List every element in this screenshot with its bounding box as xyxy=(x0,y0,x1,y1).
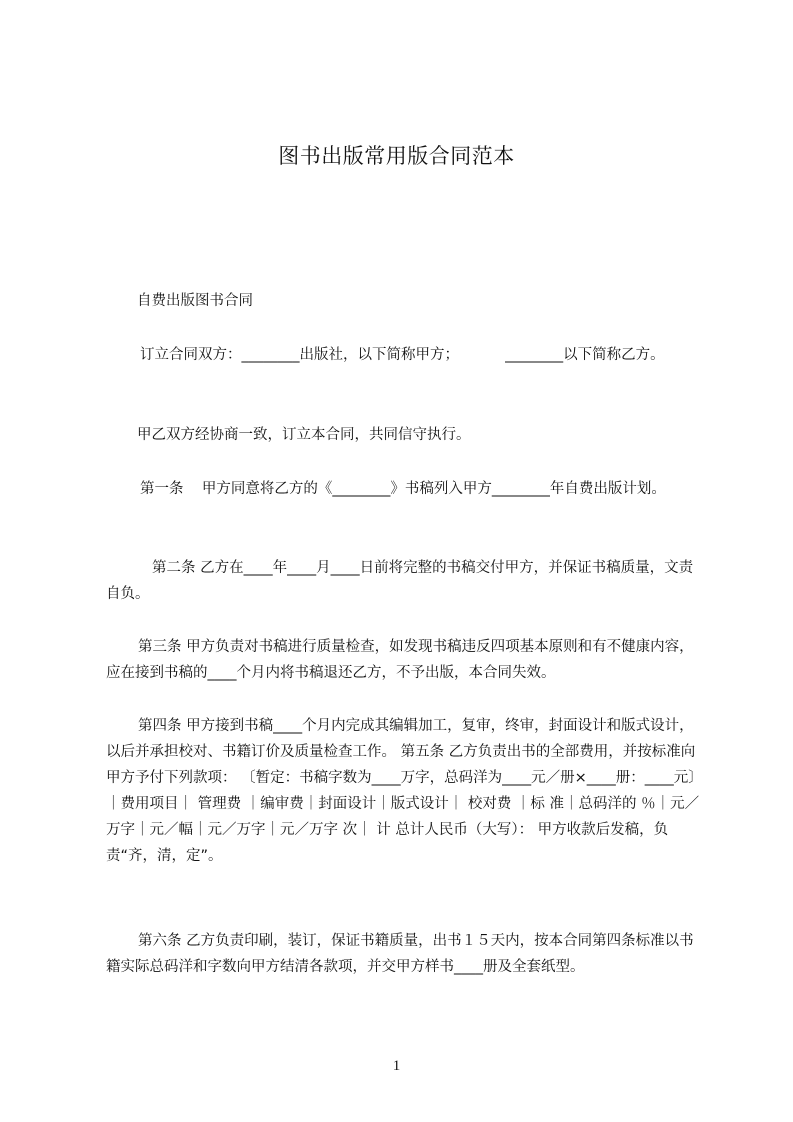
document-title: 图书出版常用版合同范本 xyxy=(278,144,515,168)
article-1: 第一条 甲方同意将乙方的《________》书稿列入甲方________年自费出版计划。 xyxy=(140,481,666,497)
preamble: 甲乙双方经协商一致，订立本合同，共同信守执行。 xyxy=(137,427,471,443)
article-4-5: 第四条 甲方接到书稿____个月内完成其编辑加工，复审，终审，封面设计和版式设计，以后并承担校对、书籍订价及质量检查工作。 第五条 乙方负责出书的全部费用，并按标准向甲方予付下列款项： 〔暂定：书稿字数为____万字，总码洋为____元／册×____册：____元〕｜费用项目｜ 管理费 ｜编审费｜封面设计｜版式设计｜ 校对费 ｜标 准｜总码洋的 ％｜元／万字｜元／幅｜元／万字｜元／万字 次｜ 计 总计人民币（大写）： 甲方收款后发稿，负责“齐，清，定”。 xyxy=(106,718,700,864)
article-3: 第三条 甲方负责对书稿进行质量检查，如发现书稿违反四项基本原则和有不健康内容，应在接到书稿的____个月内将书稿退还乙方，不予出版，本合同失效。 xyxy=(106,639,694,681)
contract-subtitle: 自费出版图书合同 xyxy=(137,293,253,309)
article-6: 第六条 乙方负责印刷，装订，保证书籍质量，出书１５天内，按本合同第四条标准以书籍实际总码洋和字数向甲方结清各款项，并交甲方样书____册及全套纸型。 xyxy=(106,933,694,975)
article-2: 第二条 乙方在____年____月____日前将完整的书稿交付甲方，并保证书稿质量，文责自负。 xyxy=(106,560,694,602)
page-number: 1 xyxy=(392,1058,401,1074)
parties-line: 订立合同双方：________出版社，以下简称甲方； ________以下简称乙方。 xyxy=(140,347,665,363)
